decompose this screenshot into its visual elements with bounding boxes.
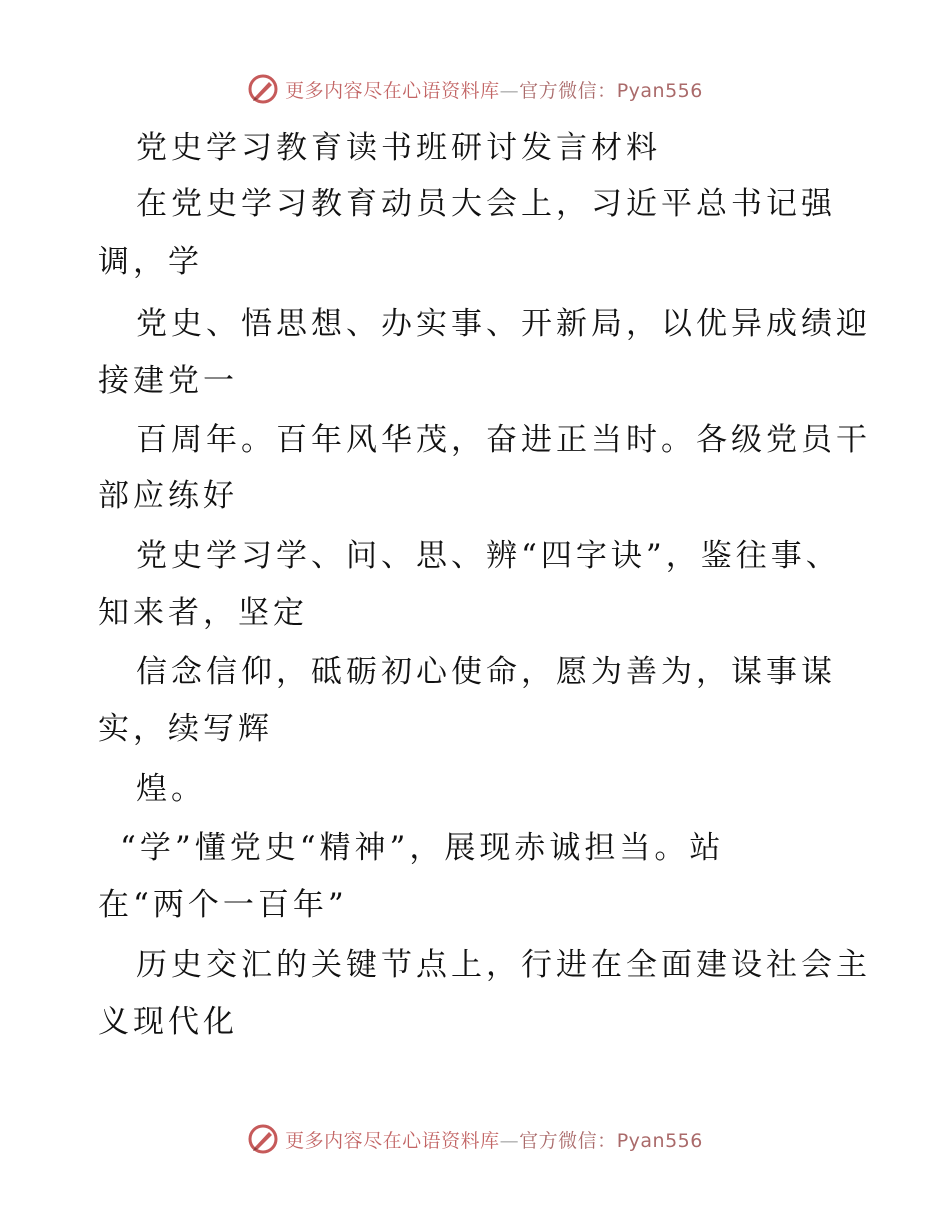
text-line: 知来者，坚定 [98,595,308,631]
text-line: 党史学习学、问、思、辨“四字诀”，鉴往事、 [136,538,841,574]
text-line: 煌。 [136,771,206,807]
pen-logo-icon [247,73,279,105]
text-line: 在党史学习教育动员大会上，习近平总书记强 [136,186,836,222]
footer-watermark [0,1122,950,1156]
text-line: 接建党一 [98,363,238,399]
text-line: 党史、悟思想、办实事、开新局，以优异成绩迎 [136,306,871,342]
watermark-text: 更多内容尽在心语资料库—官方微信：Pyan556 [285,79,703,102]
text-line: 百周年。百年风华茂，奋进正当时。各级党员干 [136,422,871,458]
pen-logo-icon [247,1123,279,1155]
header-watermark [0,72,950,106]
text-line: “学”懂党史“精神”，展现赤诚担当。站 [120,830,725,866]
text-line: 义现代化 [98,1004,238,1040]
text-line: 部应练好 [98,478,238,514]
text-line: 信念信仰，砥砺初心使命，愿为善为，谋事谋 [136,654,836,690]
document-title: 党史学习教育读书班研讨发言材料 [136,130,661,166]
watermark-text: 更多内容尽在心语资料库—官方微信：Pyan556 [285,1129,703,1152]
text-line: 在“两个一百年” [98,887,348,923]
text-line: 实，续写辉 [98,711,273,747]
text-line: 调，学 [98,244,203,280]
text-line: 历史交汇的关键节点上，行进在全面建设社会主 [136,947,871,983]
